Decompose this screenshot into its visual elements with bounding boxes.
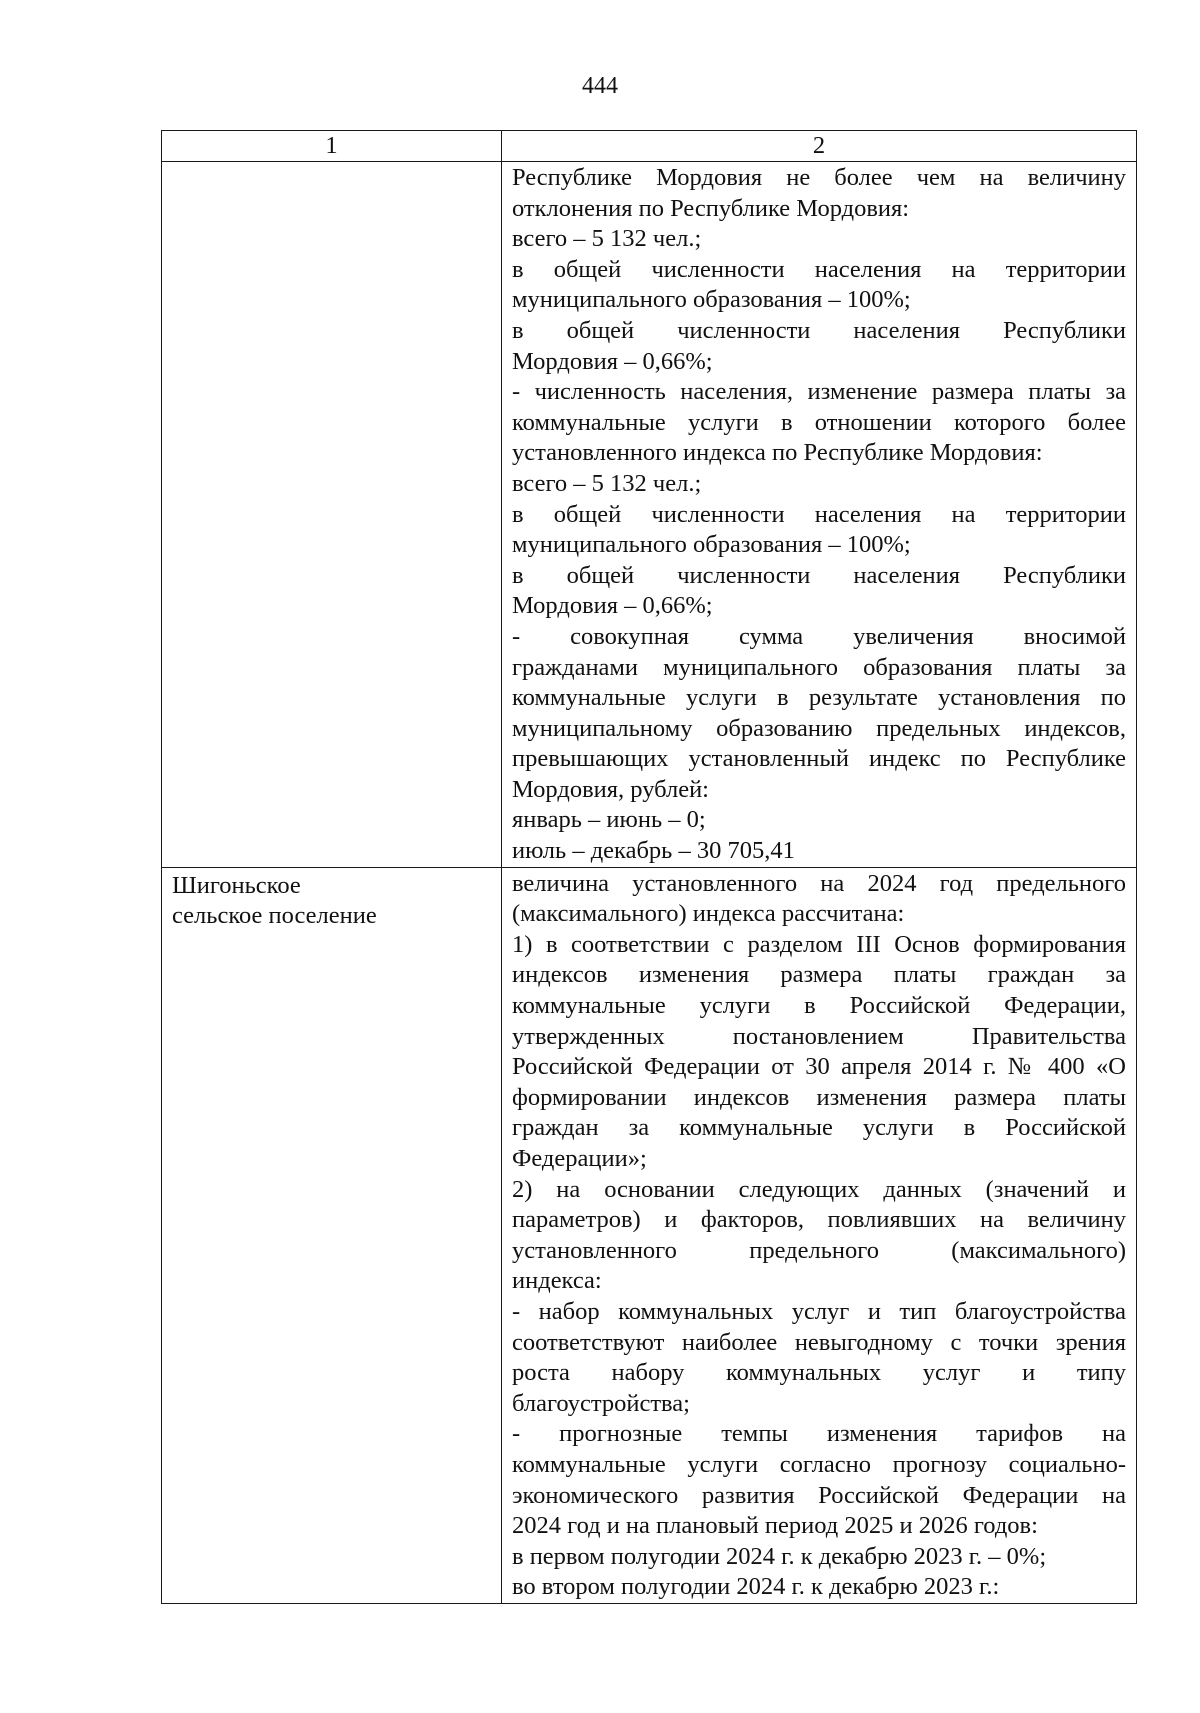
text-line: экономического развития Российской Федерации на [512, 1481, 1126, 1509]
municipality-name-line: Шигоньское [172, 871, 301, 899]
text-line: коммунальные услуги в Российской Федерации, [512, 992, 1126, 1020]
text-line: Республике Мордовия не более чем на величину [512, 164, 1126, 191]
text-line: коммунальные услуги в отношении которого более [512, 408, 1126, 436]
text-line: гражданами муниципального образования платы за [512, 653, 1126, 681]
text-line: январь – июнь – 0; [512, 806, 706, 834]
text-line: установленного индекса по Республике Мордовия: [512, 439, 1043, 467]
text-line: 2) на основании следующих данных (значений и [512, 1175, 1126, 1203]
municipality-cell [162, 162, 502, 868]
text-line: всего – 5 132 чел.; [512, 225, 702, 253]
text-line: установленного предельного (максимального) [512, 1236, 1126, 1264]
municipality-cell [162, 867, 502, 1603]
text-line: - численность населения, изменение размера платы за [512, 378, 1126, 406]
text-line: муниципального образования – 100%; [512, 531, 911, 559]
page-number: 444 [582, 73, 618, 99]
text-line: отклонения по Республике Мордовия: [512, 194, 910, 222]
text-line: индекса: [512, 1267, 602, 1295]
text-line: параметров) и факторов, повлиявших на величину [512, 1206, 1126, 1234]
text-line: муниципального образования – 100%; [512, 286, 911, 314]
table-header-row [162, 131, 1137, 162]
column-header-1: 1 [162, 131, 502, 162]
text-line: Мордовия – 0,66%; [512, 347, 713, 375]
text-line: июль – декабрь – 30 705,41 [512, 837, 795, 865]
text-line: соответствуют наиболее невыгодному с точки зрения [512, 1328, 1126, 1356]
description-cell [502, 162, 1137, 868]
text-line: роста набору коммунальных услуг и типу [512, 1359, 1126, 1387]
text-line: 2024 год и на плановый период 2025 и 2026 годов: [512, 1512, 1038, 1540]
text-line: 1) в соответствии с разделом III Основ формирования [512, 930, 1126, 958]
column-header-2: 2 [502, 131, 1137, 162]
text-line: утвержденных постановлением Правительства [512, 1022, 1126, 1050]
table-row [162, 162, 1137, 868]
text-line: - набор коммунальных услуг и тип благоустройства [512, 1297, 1126, 1325]
municipality-name-line: сельское поселение [172, 902, 377, 930]
description-cell [502, 867, 1137, 1603]
text-line: коммунальные услуги в результате установления по [512, 684, 1126, 712]
text-line: всего – 5 132 чел.; [512, 469, 702, 497]
text-line: формировании индексов изменения размера платы [512, 1083, 1126, 1111]
text-line: величина установленного на 2024 год предельного [512, 869, 1126, 897]
text-line: в общей численности населения на территории [512, 255, 1126, 283]
text-line: в общей численности населения Республики [512, 561, 1126, 589]
text-line: в общей численности населения на территории [512, 500, 1126, 528]
text-line: благоустройства; [512, 1389, 690, 1417]
text-line: индексов изменения размера платы граждан за [512, 961, 1126, 989]
text-line: в общей численности населения Республики [512, 316, 1126, 344]
text-line: (максимального) индекса рассчитана: [512, 900, 905, 928]
text-line: во втором полугодии 2024 г. к декабрю 2023 г.: [512, 1573, 1000, 1601]
text-line: Мордовия, рублей: [512, 775, 709, 803]
text-line: в первом полугодии 2024 г. к декабрю 2023 г. – 0%; [512, 1542, 1047, 1570]
text-line: Российской Федерации от 30 апреля 2014 г. № 400 «О [512, 1053, 1126, 1081]
text-line: - совокупная сумма увеличения вносимой [512, 622, 1126, 650]
text-line: граждан за коммунальные услуги в Российской [512, 1114, 1126, 1142]
text-line: Мордовия – 0,66%; [512, 592, 713, 620]
index-table [161, 130, 1137, 1604]
text-line: Федерации»; [512, 1145, 647, 1172]
table-row [162, 867, 1137, 1603]
text-line: муниципальному образованию предельных индексов, [512, 714, 1126, 742]
text-line: - прогнозные темпы изменения тарифов на [512, 1420, 1126, 1448]
text-line: коммунальные услуги согласно прогнозу социально- [512, 1450, 1126, 1478]
text-line: превышающих установленный индекс по Республике [512, 745, 1126, 773]
